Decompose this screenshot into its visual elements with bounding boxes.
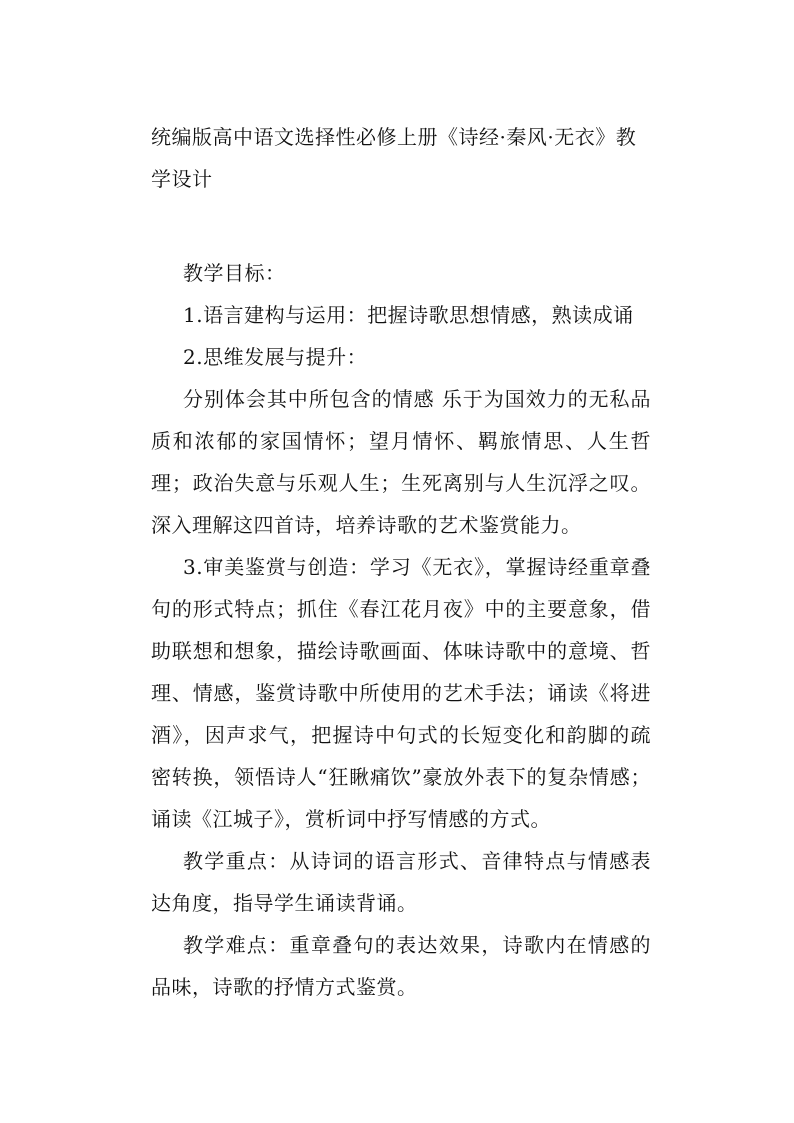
paragraph-objective-2-detail: 分别体会其中所包含的情感 乐于为国效力的无私品质和浓郁的家国情怀；望月情怀、羁旅情思、人生哲理；政治失意与乐观人生；生死离别与人生沉浮之叹。深入理解这四首诗，培养诗歌的艺术鉴赏能力。 xyxy=(151,387,651,537)
document-body xyxy=(151,252,651,1008)
paragraph-key-points: 教学重点：从诗词的语言形式、音律特点与情感表达角度，指导学生诵读背诵。 xyxy=(151,849,651,915)
paragraph-difficulties: 教学难点：重章叠句的表达效果，诗歌内在情感的品味，诗歌的抒情方式鉴赏。 xyxy=(151,933,651,999)
paragraph-objective-2: 2.思维发展与提升： xyxy=(183,345,368,369)
paragraph-objective-3: 3.审美鉴赏与创造：学习《无衣》，掌握诗经重章叠句的形式特点；抓住《春江花月夜》中的主要意象，借助联想和想象，描绘诗歌画面、体味诗歌中的意境、哲理、情感，鉴赏诗歌中所使用的艺术手法；诵读《将进酒》，因声求气，把握诗中句式的长短变化和韵脚的疏密转换，领悟诗人“狂瞅痛饮”豪放外表下的复杂情感；诵读《江城子》，赏析词中抒写情感的方式。 xyxy=(151,555,651,831)
document-title: 统编版高中语文选择性必修上册《诗经·秦风·无衣》教学设计 xyxy=(151,125,637,191)
paragraph-objective-1: 1.语言建构与运用：把握诗歌思想情感，熟读成诵 xyxy=(183,303,634,327)
paragraph-objectives-heading: 教学目标： xyxy=(183,261,286,285)
